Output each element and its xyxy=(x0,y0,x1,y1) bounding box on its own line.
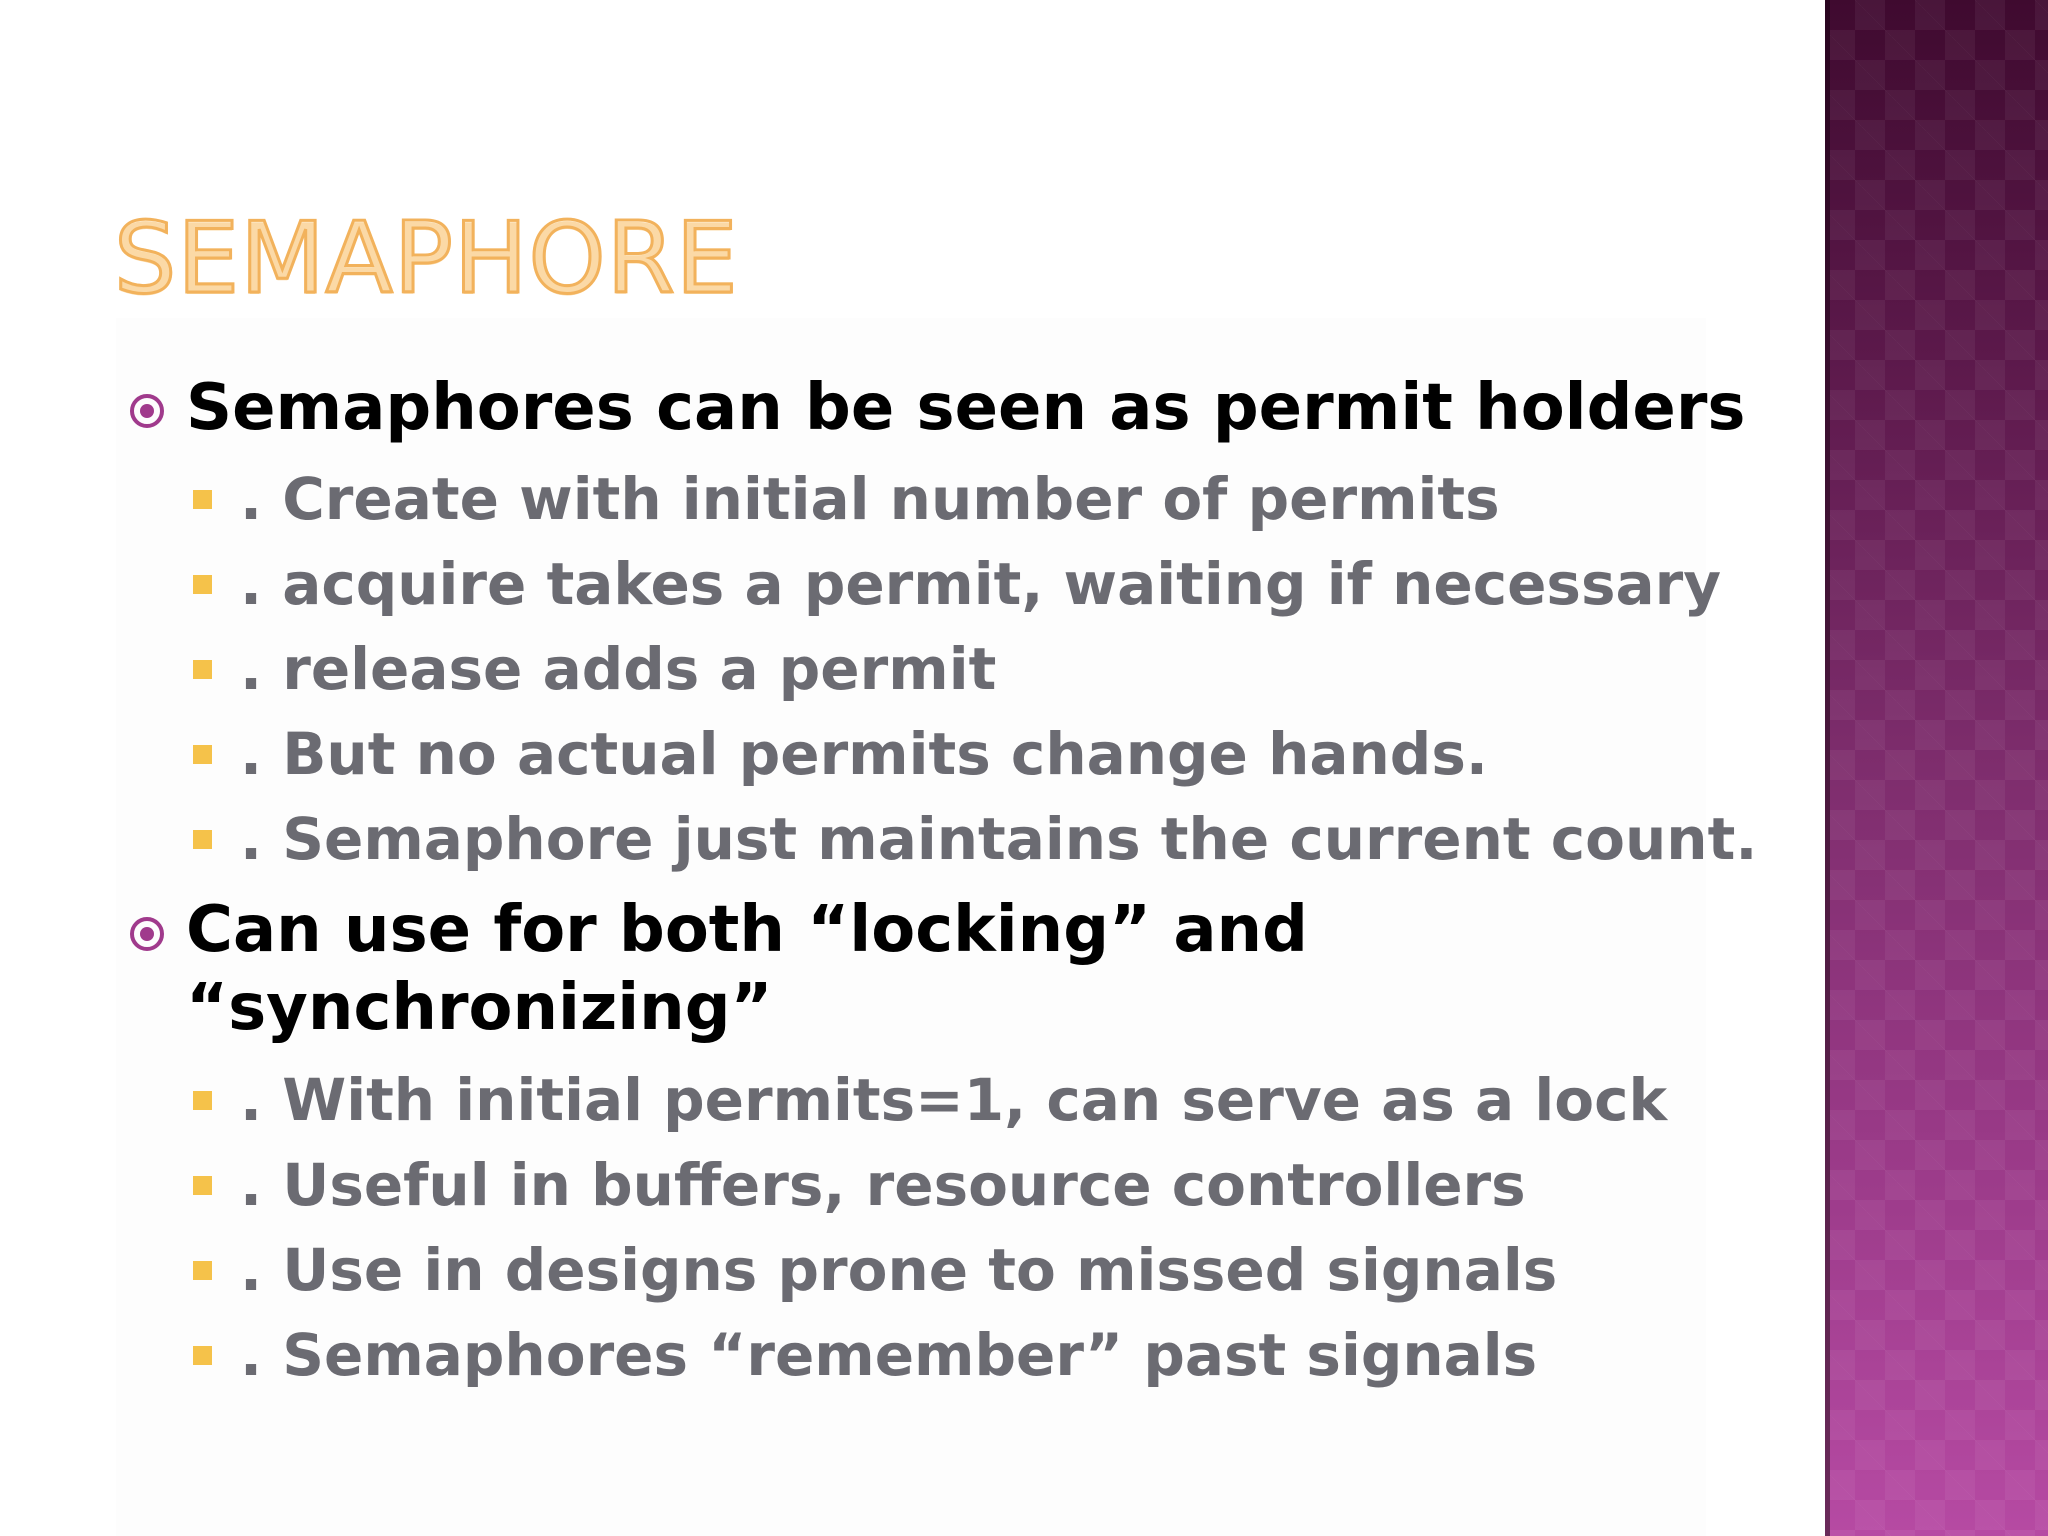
sub-bullet-2-3: . Use in designs prone to missed signals xyxy=(240,1236,1558,1304)
bullet-1-text: Semaphores can be seen as permit holders xyxy=(186,371,1746,445)
bullet-2-text: Can use for both “locking” and xyxy=(186,893,1308,967)
sub-bullet-1-4: . But no actual permits change hands. xyxy=(240,720,1488,788)
sub-bullet-2-1: . With initial permits=1, can serve as a lock xyxy=(240,1066,1668,1134)
diamond-pattern xyxy=(1825,0,2048,1536)
square-bullet-icon xyxy=(193,490,212,509)
sub-bullet-1-3: . release adds a permit xyxy=(240,635,997,703)
circled-dot-bullet-icon xyxy=(128,915,166,953)
sub-bullet-1-2: . acquire takes a permit, waiting if necessary xyxy=(240,550,1722,618)
square-bullet-icon xyxy=(193,1261,212,1280)
slide-title: SEMAPHORE xyxy=(114,202,739,316)
square-bullet-icon xyxy=(193,1346,212,1365)
square-bullet-icon xyxy=(193,660,212,679)
circled-dot-bullet-icon xyxy=(128,392,166,430)
sub-bullet-1-5: . Semaphore just maintains the current count. xyxy=(240,805,1758,873)
bullet-2-text-continued: “synchronizing” xyxy=(186,971,773,1045)
sub-bullet-1-1: . Create with initial number of permits xyxy=(240,465,1500,533)
side-panel-edge xyxy=(1825,0,1830,1536)
square-bullet-icon xyxy=(193,1091,212,1110)
sub-bullet-2-2: . Useful in buffers, resource controllers xyxy=(240,1151,1526,1219)
sub-bullet-2-4: . Semaphores “remember” past signals xyxy=(240,1321,1538,1389)
square-bullet-icon xyxy=(193,830,212,849)
square-bullet-icon xyxy=(193,575,212,594)
square-bullet-icon xyxy=(193,1176,212,1195)
decorative-side-panel xyxy=(1825,0,2048,1536)
square-bullet-icon xyxy=(193,745,212,764)
